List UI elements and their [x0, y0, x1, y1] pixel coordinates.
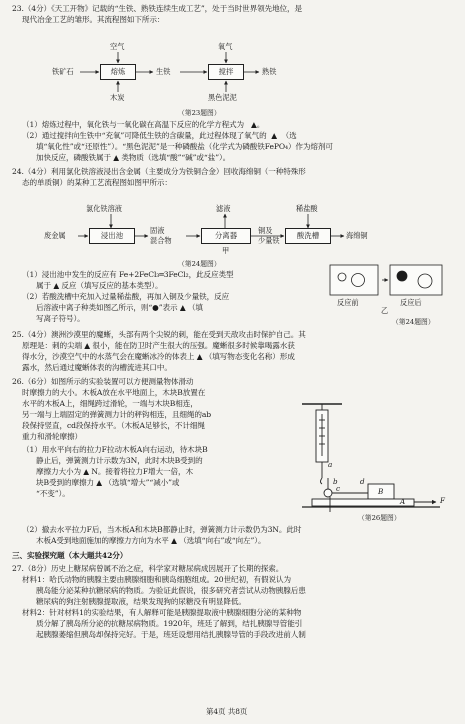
q24-output-filtrate: 滤液 — [216, 204, 231, 213]
q26-part1-b: 静止后，弹簧测力计示数为3N，此时木块B受到的 — [36, 456, 203, 465]
q24-before-label: 反应前 — [337, 298, 359, 307]
q23-input-oxygen: 氧气 — [218, 42, 233, 51]
q25-line4: 露水，然后通过魔蜥体表的沟槽流进其口中。 — [22, 363, 172, 372]
q23-input-charcoal: 木炭 — [110, 93, 125, 102]
q24-input-ferric-chloride: 氯化铁溶液 — [86, 204, 122, 213]
section-3-heading: 三、实验探究题（本大题共42分） — [12, 551, 128, 560]
q24-node-separator: 分离器 — [201, 228, 251, 244]
q23-input-air: 空气 — [110, 42, 125, 51]
q24-part2-cont: 后溶液中离子种类如图乙所示，则“●”表示 ▲ （填 — [36, 303, 203, 312]
page-footer: 第4页 共8页 — [206, 707, 248, 716]
q26-line6: 重力和滑轮摩擦） — [22, 432, 82, 441]
q26-label-a: a — [328, 460, 333, 469]
q26-part1-e: “不变”）。 — [36, 489, 70, 498]
q26-label-board-a: A — [400, 497, 406, 506]
q24-node-sponge-copper: 海绵铜 — [346, 231, 368, 240]
q24-part2: （2）若酸洗槽中充加入过量稀盐酸，再加入铜及少量铁，反应 — [22, 292, 230, 301]
q26-label-d: d — [360, 477, 365, 486]
q24-line2: 态的单质铜）的某种工艺流程图如图甲所示： — [22, 178, 172, 187]
q23-node-pig-iron: 生铁 — [156, 67, 171, 76]
q24-part1: （1）浸出池中发生的反应有 Fe+2FeCl₃═3FeCl₂，此反应类型 — [22, 270, 234, 279]
q27-material2: 材料2：针对材料1的实验结果，有人解释可能是胰腺提取液中胰腺细胞分泌的某种物 — [22, 608, 302, 617]
q24-node-pickling-tank: 酸洗槽 — [285, 228, 331, 244]
q27-material2-c: 起胰腺萎缩但胰岛却保持完好。于是，班廷设想用结扎胰腺导管的手段改进前人制 — [36, 630, 306, 639]
q24-after-label: 反应后 — [400, 298, 422, 307]
q24-part2-end: 写离子符号）。 — [36, 314, 85, 323]
q25-line1: 25.（4分）澳洲沙漠里的魔蜥，头部有两个尖锐的刺，能在受到天敌攻击时保护自己。其 — [12, 330, 306, 339]
q27-material1-c: 糖尿病的狗注射胰腺提取液，结果发现狗的尿糖没有明显降低。 — [36, 597, 246, 606]
q26-part2-cont: 木板A受到地面施加的摩擦力方向为水平 ▲ （选填“向右”或“向左”）。 — [36, 536, 266, 545]
q25-line3: 得水分，沙漠空气中的水蒸气会在魔蜥冰冷的体表上 ▲ （填写物态变化名称）形成 — [22, 352, 295, 361]
q23-part1: （1）熔炼过程中，氧化铁与一氧化碳在高温下反应的化学方程式为 ▲。 — [22, 120, 265, 129]
q25-line2: 原理是：刺的尖端 ▲ 很小，能在防卫时产生很大的压强。魔蜥很多时候靠喝露水获 — [22, 341, 295, 350]
q26-part1-c: 摩擦力大小为 ▲ N。接着将拉力F增大一倍，木 — [36, 467, 194, 476]
q26-figure-caption: （第26题图） — [358, 514, 401, 522]
q27-material1-b: 胰岛能分泌某种抗糖尿病的物质。为验证此假说，很多研究者尝试从动物胰腺后患 — [36, 586, 306, 595]
q27-material1: 材料1：哈氏动物的胰腺主要由胰腺细胞和胰岛细胞组成。20世纪初，有假说认为 — [22, 575, 291, 584]
q24-node-leach-tank: 浸出池 — [89, 228, 135, 244]
q26-line5: 段保持竖直，cd段保持水平。（木板A足够长，不计细绳 — [22, 421, 205, 430]
q24-line1: 24.（4分）利用氯化铁溶液浸出含金属（主要成分为铁铜合金）回收海绵铜（一种特殊形 — [12, 167, 306, 176]
q23-node-smelting: 熔炼 — [100, 64, 136, 80]
q26-label-b: b — [333, 477, 338, 486]
q23-line1: 23.（4分）《天工开物》记载的“生铁、熟铁连续生成工艺”，处于当时世界领先地位，是 — [12, 4, 303, 13]
q24-figure-jia: 甲 — [222, 246, 230, 255]
q26-apparatus — [302, 404, 440, 512]
q23-part2: （2）通过搅拌向生铁中“充氧”可降低生铁的含碳量，此过程体现了氧气的 ▲ （选 — [22, 131, 297, 140]
q26-line2: 时摩擦力的大小。木板A放在水平地面上，木块B放置在 — [22, 388, 206, 397]
q23-part2-end: 加快反应，磷酸铁属于 ▲ 类物质（选填“酸”“碱”或“盐”）。 — [36, 153, 231, 162]
q27-material2-b: 质分解了胰岛所分泌的抗糖尿病物质。1920年，班廷了解到，结扎胰腺导管能引 — [36, 619, 303, 628]
q23-line2: 现代冶金工艺的雏形。其流程图如下所示： — [22, 15, 165, 24]
q23-figure-caption: （第23题图） — [178, 109, 221, 117]
q27-line1: 27.（8分）历史上糖尿病曾属不治之症，科学家对糖尿病成因展开了长期的探索。 — [12, 564, 284, 573]
q24-node-copper-iron: 铜及 少量铁 — [258, 226, 280, 245]
q24-part1-cont: 属于 ▲ 反应（填写反应的基本类型）。 — [36, 281, 163, 290]
q24-input-hcl: 稀盐酸 — [296, 204, 318, 213]
q26-part1-d: 块B受到的摩擦力 ▲ （选填“增大”“减小”或 — [36, 478, 180, 487]
q26-line4: 另一端与上端固定的弹簧测力计的秤钩相连，且细绳的ab — [22, 410, 212, 419]
q23-node-stirring: 搅拌 — [208, 64, 244, 80]
q26-part1: （1）用水平向右的拉力F拉动木板A向右运动，待木块B — [22, 445, 208, 454]
q23-node-iron-ore: 铁矿石 — [52, 67, 74, 76]
q24-figure-caption: （第24题图） — [178, 260, 221, 268]
q24-yi-label: 乙 — [381, 306, 389, 315]
q26-label-force-f: F — [440, 496, 445, 505]
q24-node-mixture: 固液 混合物 — [150, 226, 172, 245]
q26-line3: 水平的木板A上，细绳跨过滑轮，一端与木块B相连， — [22, 399, 198, 408]
q26-label-block-b: B — [378, 487, 384, 496]
q23-part2-cont: 填“氧化性”或“还原性”）。“黑色泥泥”是一种磷酸盐（化学式为磷酸铁FePO₄）作为熔剂可 — [36, 142, 333, 151]
q23-node-wrought-iron: 熟铁 — [262, 67, 277, 76]
q26-line1: 26.（6分）如图所示的实验装置可以方便测量物体滑动 — [12, 377, 194, 386]
q24-node-scrap-metal: 废金属 — [44, 231, 66, 240]
q26-label-c: c — [336, 484, 341, 493]
q26-part2: （2）撤去水平拉力F后，当木板A和木块B都静止时，弹簧测力计示数仍为3N。此时 — [22, 525, 302, 534]
q24-fig-caption: （第24题图） — [392, 318, 435, 326]
q23-input-black-mud: 黑色泥泥 — [208, 93, 237, 102]
